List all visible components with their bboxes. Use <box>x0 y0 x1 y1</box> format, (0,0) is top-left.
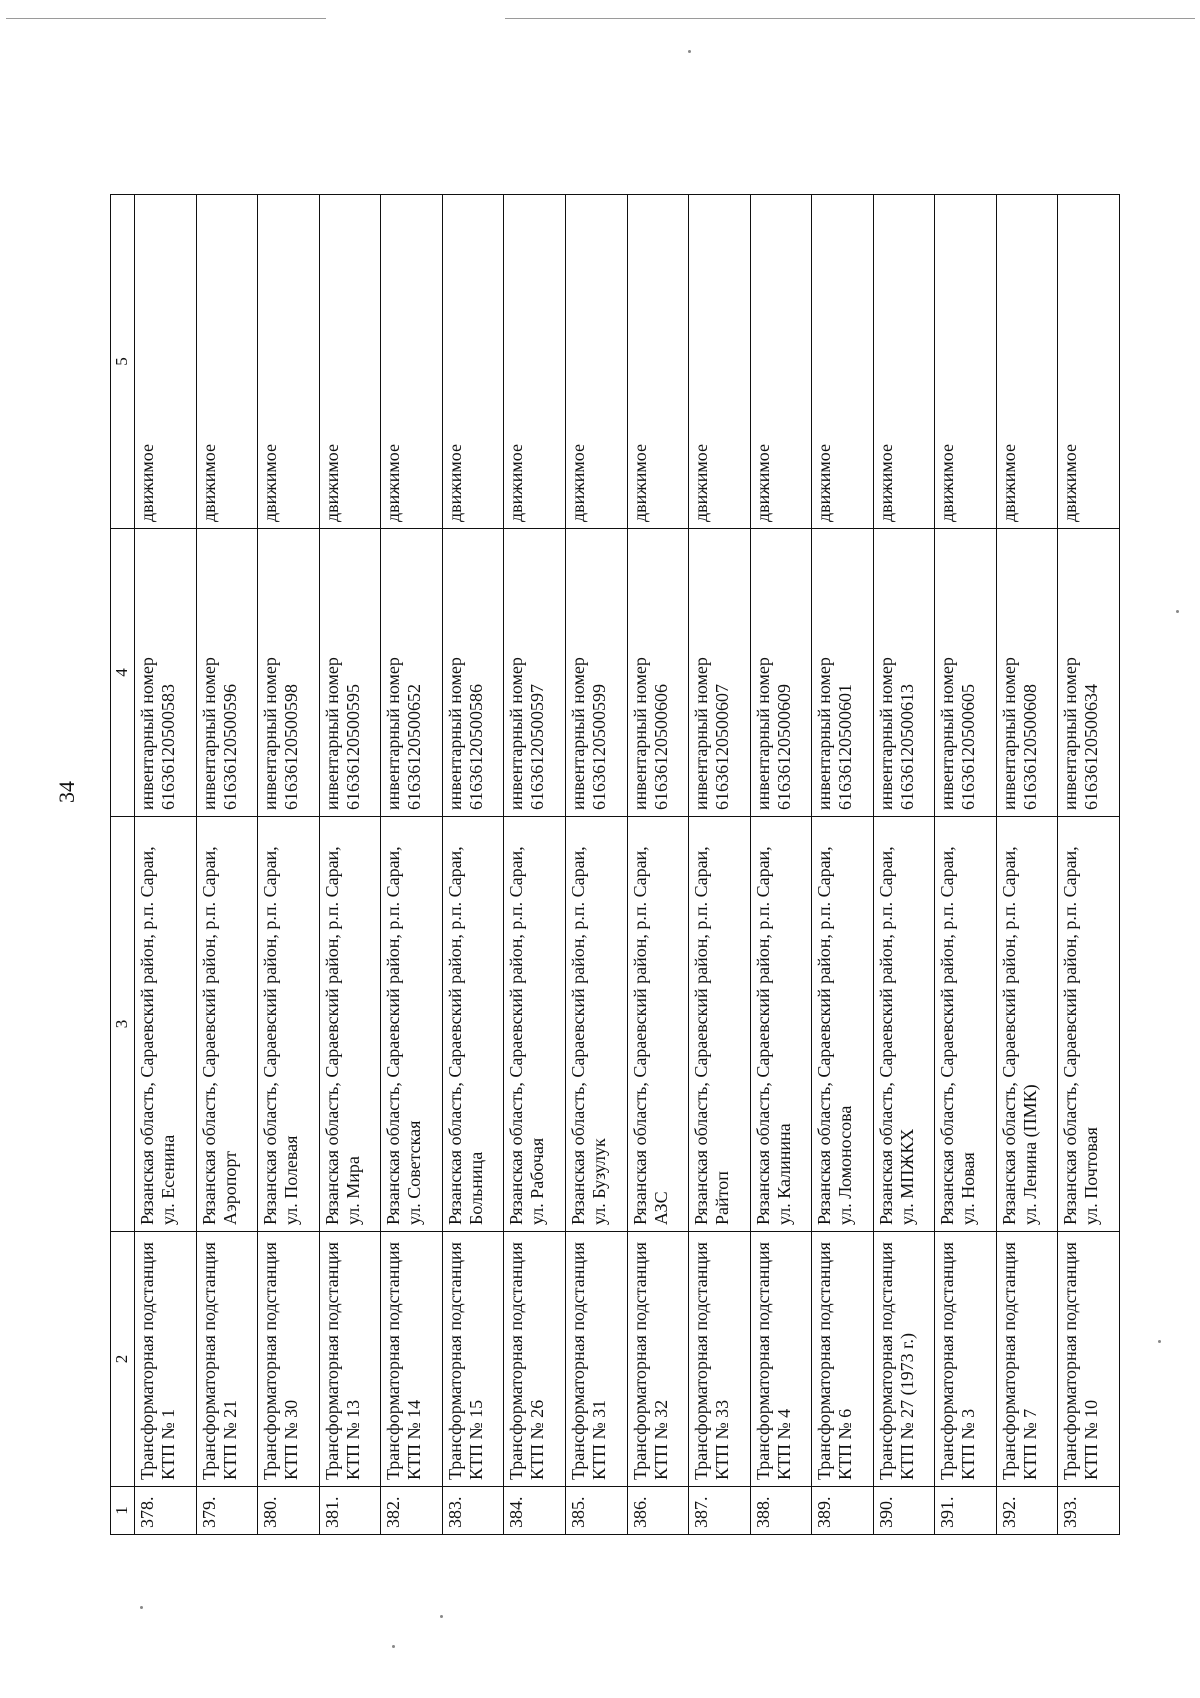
scan-speck <box>1158 1340 1161 1343</box>
row-number: 391. <box>935 1487 997 1535</box>
property-type: движимое <box>812 195 874 529</box>
row-number: 388. <box>750 1487 812 1535</box>
object-address: Рязанская область, Сараевский район, р.п. Сараи, ул. Есенина <box>135 817 197 1232</box>
object-address: Рязанская область, Сараевский район, р.п. Сараи, ул. Полевая <box>258 817 320 1232</box>
row-number: 382. <box>381 1487 443 1535</box>
inventory-number: инвентарный номер 61636120500598 <box>258 529 320 817</box>
scan-edge-line-right <box>505 18 1195 19</box>
object-name: Трансформаторная подстанция КТП № 7 <box>996 1232 1058 1487</box>
scan-speck <box>140 1606 143 1609</box>
object-name: Трансформаторная подстанция КТП № 31 <box>565 1232 627 1487</box>
property-type: движимое <box>1058 195 1120 529</box>
object-name: Трансформаторная подстанция КТП № 14 <box>381 1232 443 1487</box>
inventory-number: инвентарный номер 61636120500609 <box>750 529 812 817</box>
object-address: Рязанская область, Сараевский район, р.п. Сараи, Райтоп <box>689 817 751 1232</box>
table-row <box>689 195 751 1535</box>
table-row <box>442 195 504 1535</box>
object-address: Рязанская область, Сараевский район, р.п. Сараи, Больница <box>442 817 504 1232</box>
inventory-number: инвентарный номер 61636120500652 <box>381 529 443 817</box>
inventory-number: инвентарный номер 61636120500608 <box>996 529 1058 817</box>
object-address: Рязанская область, Сараевский район, р.п. Сараи, ул. Новая <box>935 817 997 1232</box>
table-row <box>627 195 689 1535</box>
row-number: 383. <box>442 1487 504 1535</box>
property-type: движимое <box>996 195 1058 529</box>
object-name: Трансформаторная подстанция КТП № 4 <box>750 1232 812 1487</box>
object-address: Рязанская область, Сараевский район, р.п. Сараи, ул. Рабочая <box>504 817 566 1232</box>
table-row <box>812 195 874 1535</box>
table-row <box>1058 195 1120 1535</box>
property-type: движимое <box>689 195 751 529</box>
object-name: Трансформаторная подстанция КТП № 1 <box>135 1232 197 1487</box>
table-row <box>935 195 997 1535</box>
row-number: 385. <box>565 1487 627 1535</box>
table-row <box>258 195 320 1535</box>
property-type: движимое <box>442 195 504 529</box>
object-name: Трансформаторная подстанция КТП № 10 <box>1058 1232 1120 1487</box>
object-name: Трансформаторная подстанция КТП № 6 <box>812 1232 874 1487</box>
page-number: 34 <box>54 781 79 803</box>
object-name: Трансформаторная подстанция КТП № 3 <box>935 1232 997 1487</box>
object-address: Рязанская область, Сараевский район, р.п. Сараи, ул. Мира <box>319 817 381 1232</box>
table-row <box>319 195 381 1535</box>
property-table-rotated <box>110 195 1120 1535</box>
inventory-number: инвентарный номер 61636120500597 <box>504 529 566 817</box>
row-number: 381. <box>319 1487 381 1535</box>
row-number: 389. <box>812 1487 874 1535</box>
row-number: 387. <box>689 1487 751 1535</box>
object-name: Трансформаторная подстанция КТП № 26 <box>504 1232 566 1487</box>
property-type: движимое <box>873 195 935 529</box>
property-type: движимое <box>258 195 320 529</box>
row-number: 390. <box>873 1487 935 1535</box>
column-header: 2 <box>111 1232 135 1487</box>
column-header: 4 <box>111 529 135 817</box>
inventory-number: инвентарный номер 61636120500583 <box>135 529 197 817</box>
property-type: движимое <box>196 195 258 529</box>
inventory-number: инвентарный номер 61636120500605 <box>935 529 997 817</box>
column-header: 1 <box>111 1487 135 1535</box>
object-name: Трансформаторная подстанция КТП № 30 <box>258 1232 320 1487</box>
row-number: 393. <box>1058 1487 1120 1535</box>
column-header: 5 <box>111 195 135 529</box>
object-address: Рязанская область, Сараевский район, р.п. Сараи, ул. МПЖКХ <box>873 817 935 1232</box>
object-address: Рязанская область, Сараевский район, р.п. Сараи, ул. Ломоносова <box>812 817 874 1232</box>
object-address: Рязанская область, Сараевский район, р.п. Сараи, АЗС <box>627 817 689 1232</box>
object-address: Рязанская область, Сараевский район, р.п. Сараи, ул. Почтовая <box>1058 817 1120 1232</box>
scan-speck <box>688 50 691 53</box>
property-type: движимое <box>504 195 566 529</box>
property-type: движимое <box>565 195 627 529</box>
object-name: Трансформаторная подстанция КТП № 32 <box>627 1232 689 1487</box>
row-number: 384. <box>504 1487 566 1535</box>
table-row <box>873 195 935 1535</box>
inventory-number: инвентарный номер 61636120500606 <box>627 529 689 817</box>
property-type: движимое <box>627 195 689 529</box>
scan-speck <box>440 1615 443 1618</box>
inventory-number: инвентарный номер 61636120500595 <box>319 529 381 817</box>
table-row <box>750 195 812 1535</box>
inventory-number: инвентарный номер 61636120500599 <box>565 529 627 817</box>
column-header: 3 <box>111 817 135 1232</box>
inventory-number: инвентарный номер 61636120500607 <box>689 529 751 817</box>
property-type: движимое <box>750 195 812 529</box>
inventory-number: инвентарный номер 61636120500596 <box>196 529 258 817</box>
property-type: движимое <box>319 195 381 529</box>
object-address: Рязанская область, Сараевский район, р.п. Сараи, ул. Ленина (ПМК) <box>996 817 1058 1232</box>
table-row <box>381 195 443 1535</box>
object-name: Трансформаторная подстанция КТП № 33 <box>689 1232 751 1487</box>
scan-speck <box>1176 610 1179 613</box>
object-address: Рязанская область, Сараевский район, р.п. Сараи, ул. Советская <box>381 817 443 1232</box>
scan-edge-line-left <box>6 18 326 19</box>
row-number: 392. <box>996 1487 1058 1535</box>
object-address: Рязанская область, Сараевский район, р.п. Сараи, Аэропорт <box>196 817 258 1232</box>
row-number: 386. <box>627 1487 689 1535</box>
row-number: 378. <box>135 1487 197 1535</box>
table-row <box>135 195 197 1535</box>
property-type: движимое <box>935 195 997 529</box>
object-name: Трансформаторная подстанция КТП № 27 (1973 г.) <box>873 1232 935 1487</box>
object-name: Трансформаторная подстанция КТП № 13 <box>319 1232 381 1487</box>
inventory-number: инвентарный номер 61636120500601 <box>812 529 874 817</box>
inventory-number: инвентарный номер 61636120500634 <box>1058 529 1120 817</box>
table-row <box>504 195 566 1535</box>
inventory-number: инвентарный номер 61636120500586 <box>442 529 504 817</box>
object-name: Трансформаторная подстанция КТП № 15 <box>442 1232 504 1487</box>
property-type: движимое <box>381 195 443 529</box>
table-row <box>196 195 258 1535</box>
object-address: Рязанская область, Сараевский район, р.п. Сараи, ул. Бузулук <box>565 817 627 1232</box>
inventory-number: инвентарный номер 61636120500613 <box>873 529 935 817</box>
table-row <box>565 195 627 1535</box>
object-address: Рязанская область, Сараевский район, р.п. Сараи, ул. Калинина <box>750 817 812 1232</box>
row-number: 379. <box>196 1487 258 1535</box>
property-table <box>110 194 1120 1535</box>
property-type: движимое <box>135 195 197 529</box>
row-number: 380. <box>258 1487 320 1535</box>
table-row <box>996 195 1058 1535</box>
scan-speck <box>392 1645 395 1648</box>
table-header-row <box>111 195 135 1535</box>
object-name: Трансформаторная подстанция КТП № 21 <box>196 1232 258 1487</box>
